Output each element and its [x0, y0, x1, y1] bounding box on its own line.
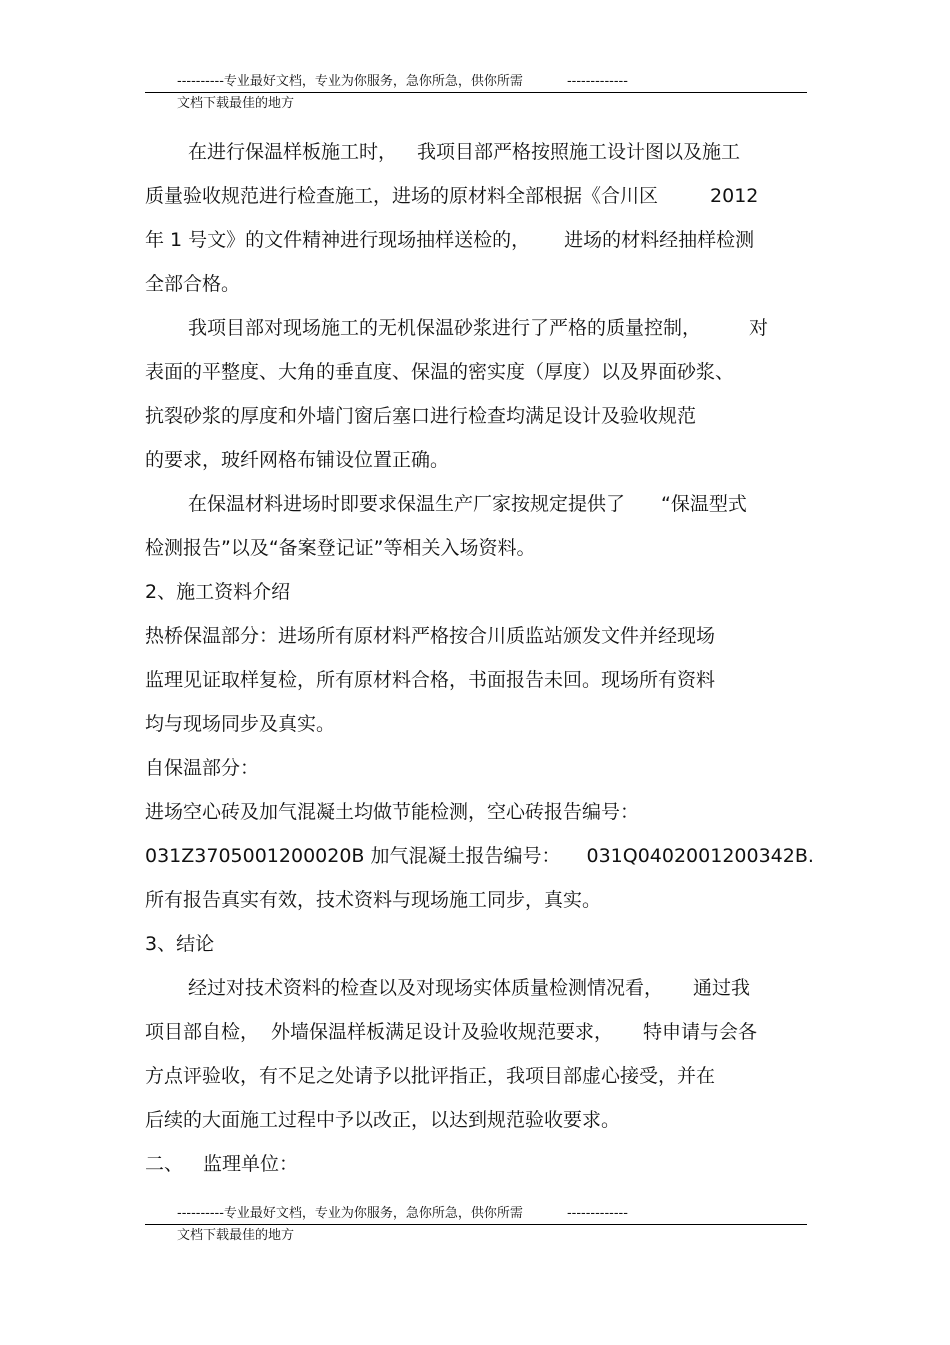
body-line: 抗裂砂浆的厚度和外墙门窗后塞口进行检查均满足设计及验收规范: [145, 405, 697, 427]
header-dash-right: -------------: [566, 74, 628, 89]
body-line: 所有报告真实有效，技术资料与现场施工同步，真实。: [145, 889, 602, 911]
page-header: [145, 74, 807, 112]
section-heading: 3、结论: [145, 933, 215, 955]
section-heading: 2、施工资料介绍: [145, 581, 291, 603]
header-slogan: 专业最好文档，专业为你服务，急你所急，供你所需: [223, 74, 523, 89]
body-line: 的要求，玻纤网格布铺设位置正确。: [145, 449, 450, 471]
body-line: 年 1 号文》的文件精神进行现场抽样送检的， 进场的材料经抽样检测: [145, 229, 755, 251]
page-footer: [145, 1206, 807, 1244]
footer-line: [145, 1206, 807, 1222]
footer-slogan: 专业最好文档，专业为你服务，急你所急，供你所需: [223, 1206, 523, 1221]
section-heading: 二、 监理单位：: [145, 1153, 299, 1175]
body-line: 后续的大面施工过程中予以改正，以达到规范验收要求。: [145, 1109, 621, 1131]
header-dash-left: ----------: [177, 74, 224, 89]
body-line: 均与现场同步及真实。: [145, 713, 336, 735]
body-line: 经过对技术资料的检查以及对现场实体质量检测情况看， 通过我: [188, 977, 751, 999]
body-line: 在保温材料进场时即要求保温生产厂家按规定提供了 “保温型式: [188, 493, 747, 515]
body-line: 全部合格。: [145, 273, 241, 295]
body-line: 项目部自检， 外墙保温样板满足设计及验收规范要求， 特申请与会各: [145, 1021, 758, 1043]
footer-dash-right: -------------: [566, 1206, 628, 1221]
body-line: 检测报告”以及“备案登记证”等相关入场资料。: [145, 537, 536, 559]
body-line: 自保温部分：: [145, 757, 260, 779]
footer-rule: [145, 1224, 807, 1225]
footer-subtitle: 文档下载最佳的地方: [177, 1228, 295, 1243]
body-line: 在进行保温样板施工时， 我项目部严格按照施工设计图以及施工: [188, 141, 741, 163]
body-line: 方点评验收，有不足之处请予以批评指正，我项目部虚心接受，并在: [145, 1065, 716, 1087]
header-subtitle: 文档下载最佳的地方: [177, 96, 295, 111]
body-line: 热桥保温部分：进场所有原材料严格按合川质监站颁发文件并经现场: [145, 625, 716, 647]
body-line: 监理见证取样复检，所有原材料合格，书面报告未回。现场所有资料: [145, 669, 716, 691]
footer-dash-left: ----------: [177, 1206, 224, 1221]
body-line: 质量验收规范进行检查施工，进场的原材料全部根据《合川区 2012: [145, 185, 759, 207]
report-numbers-line: 031Z3705001200020B 加气混凝土报告编号： 031Q0402001200342B.: [145, 845, 814, 867]
body-line: 进场空心砖及加气混凝土均做节能检测，空心砖报告编号：: [145, 801, 640, 823]
body-line: 表面的平整度、大角的垂直度、保温的密实度（厚度）以及界面砂浆、: [145, 361, 735, 383]
header-line: [145, 74, 807, 90]
document-body: [145, 130, 814, 1186]
header-rule: [145, 92, 807, 93]
body-line: 我项目部对现场施工的无机保温砂浆进行了严格的质量控制， 对: [188, 317, 769, 339]
